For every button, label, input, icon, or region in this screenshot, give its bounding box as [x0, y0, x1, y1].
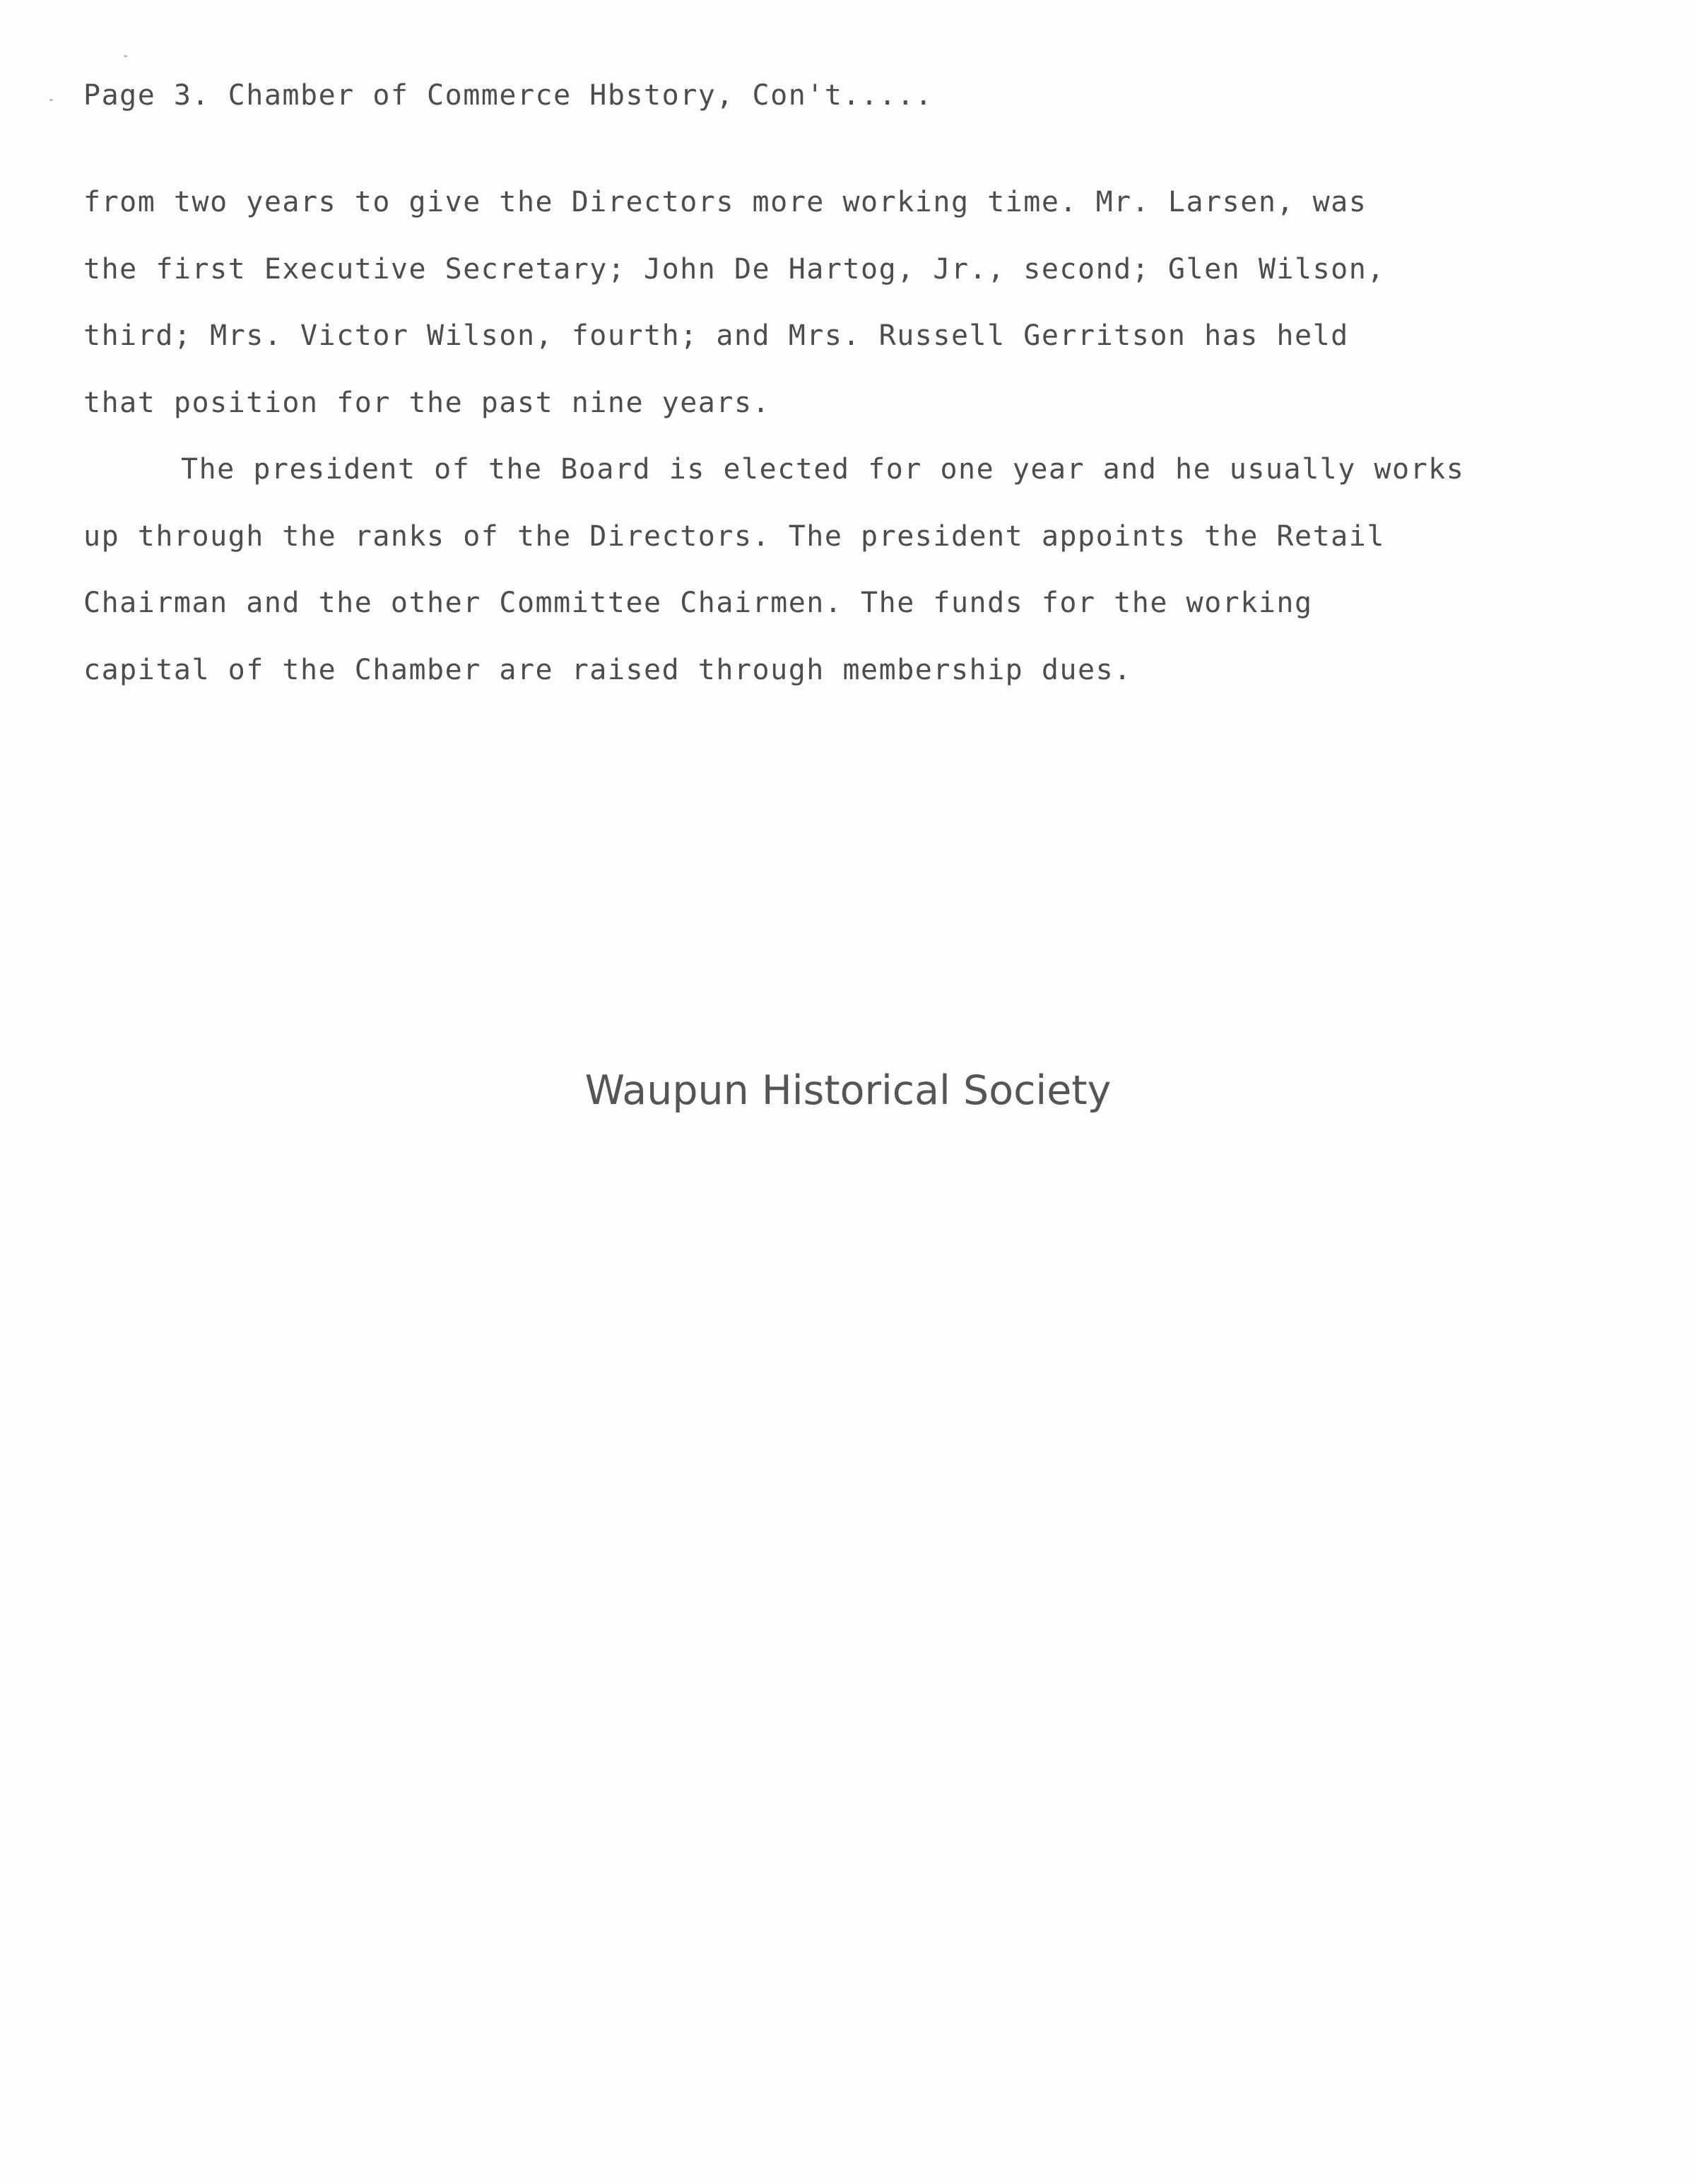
body-line: from two years to give the Directors more working time. Mr. Larsen, was	[83, 186, 1367, 218]
scan-speck	[124, 55, 127, 57]
page-header: Page 3. Chamber of Commerce Hbstory, Con't.....	[83, 79, 934, 112]
body-line: the first Executive Secretary; John De Hartog, Jr., second; Glen Wilson,	[83, 252, 1385, 286]
body-line: Chairman and the other Committee Chairmen. The funds for the working	[83, 587, 1313, 619]
body-line: up through the ranks of the Directors. The president appoints the Retail	[83, 519, 1385, 553]
document-body	[83, 180, 1638, 714]
body-line: capital of the Chamber are raised through membership dues.	[83, 653, 1132, 686]
body-line: that position for the past nine years.	[83, 386, 771, 419]
scan-speck	[49, 99, 53, 101]
body-line-paragraph-start: The president of the Board is elected for one year and he usually works	[181, 453, 1465, 486]
body-line: third; Mrs. Victor Wilson, fourth; and Mrs. Russell Gerritson has held	[83, 319, 1349, 352]
watermark-text: Waupun Historical Society	[584, 1067, 1112, 1114]
